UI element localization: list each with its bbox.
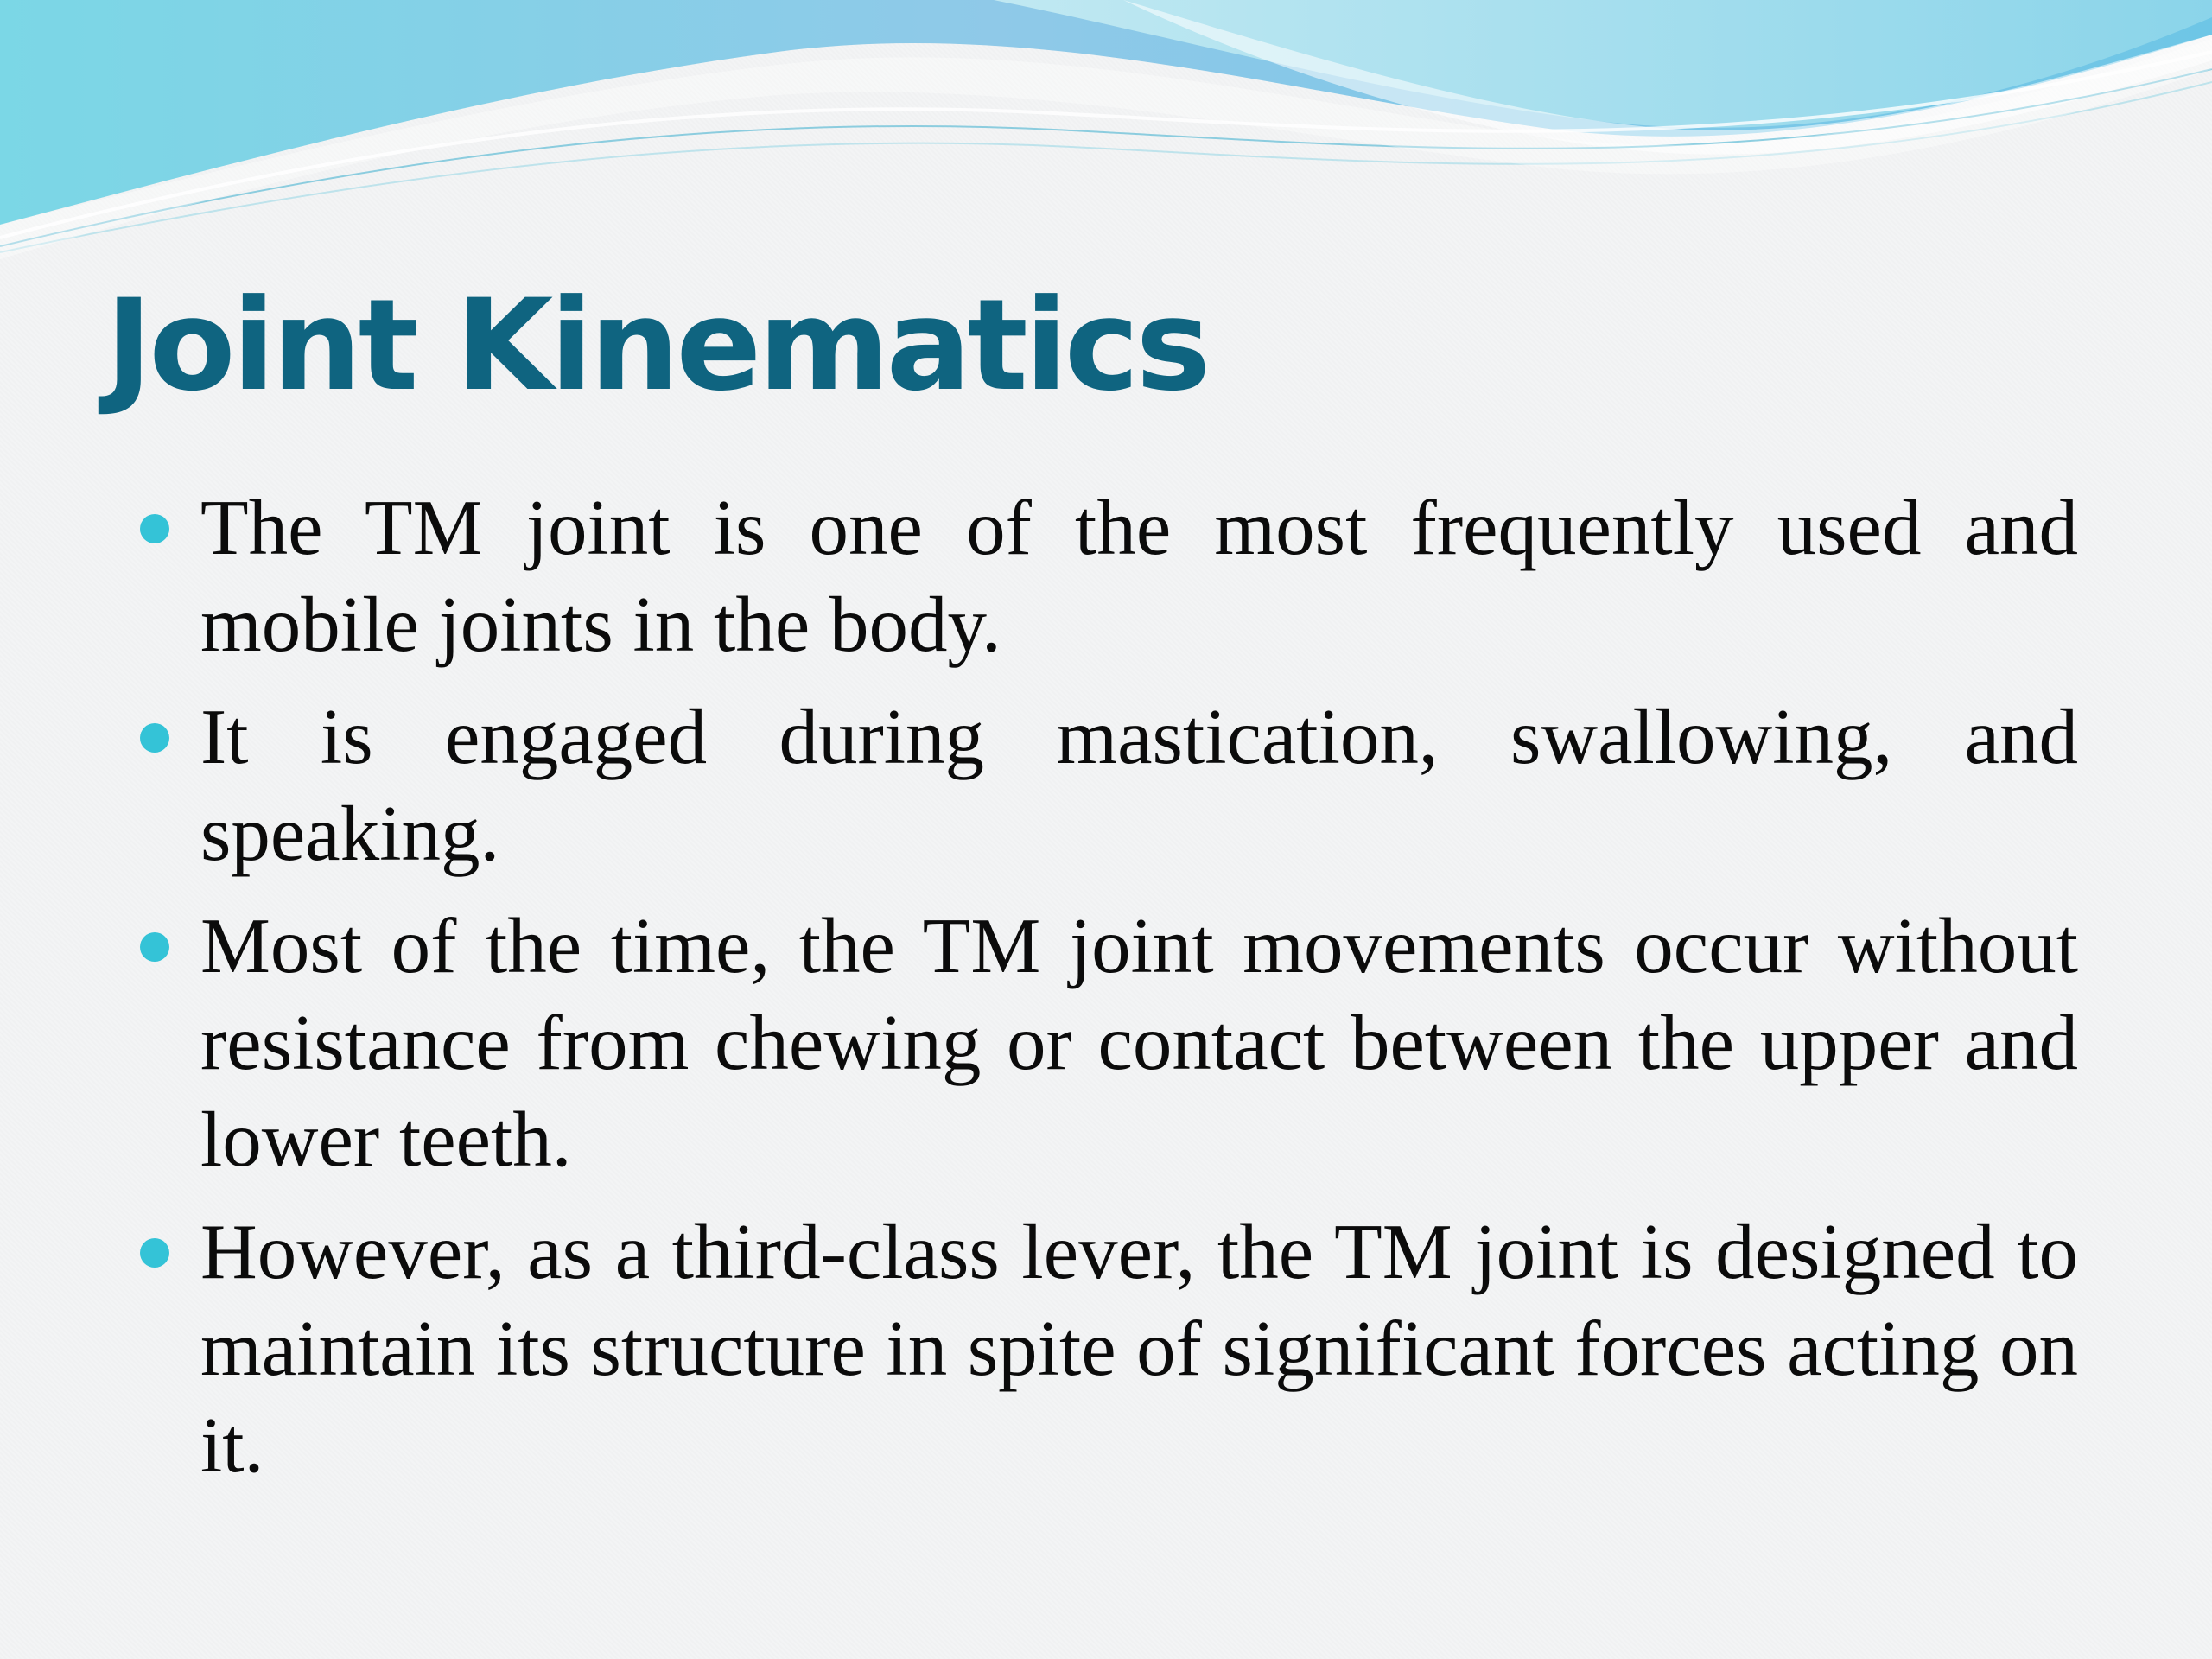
bullet-list	[130, 480, 2078, 1510]
bullet-item	[130, 480, 2078, 673]
bullet-text: Most of the time, the TM joint movements occur without resistance from chewing or contact between the upper and lower teeth.	[200, 902, 2078, 1183]
bullet-item	[130, 689, 2078, 882]
bullet-item	[130, 1204, 2078, 1494]
bullet-marker-icon	[140, 723, 169, 753]
bullet-marker-icon	[140, 932, 169, 962]
decorative-wave-header	[0, 0, 2212, 276]
bullet-text: The TM joint is one of the most frequently used and mobile joints in the body.	[200, 484, 2078, 668]
bullet-text: It is engaged during mastication, swallowing, and speaking.	[200, 693, 2078, 877]
bullet-marker-icon	[140, 1238, 169, 1268]
bullet-item	[130, 898, 2078, 1188]
bullet-marker-icon	[140, 514, 169, 543]
bullet-text: However, as a third-class lever, the TM joint is designed to maintain its structure in spite of significant forces acting on it.	[200, 1208, 2078, 1489]
slide-title: Joint Kinematics	[105, 272, 1208, 419]
